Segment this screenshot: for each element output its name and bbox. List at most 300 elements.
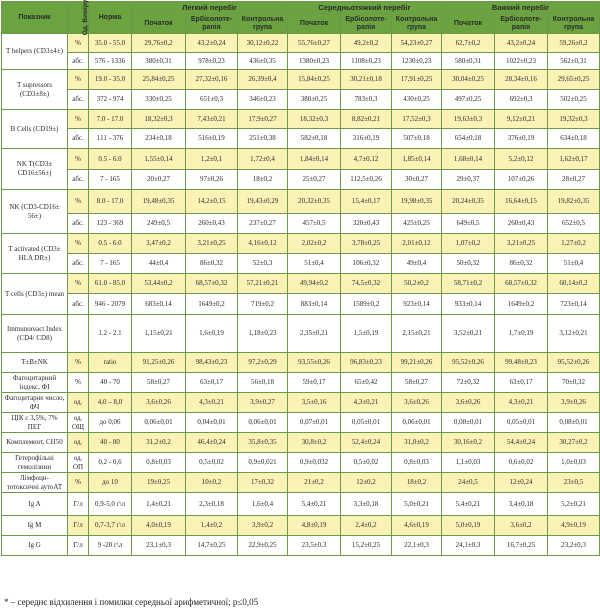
value-cell: 55,76±0,27	[288, 34, 341, 53]
value-cell: 4,7±0,12	[341, 149, 392, 170]
value-cell: 68,57±0,32	[495, 274, 548, 294]
header-sub-control: Контрольна група	[392, 14, 442, 34]
value-cell: 380±0,25	[288, 90, 341, 110]
unit-cell: %	[68, 34, 89, 53]
footnote: * – середнє відхилення і помилки середньої арифметичної; p≤0,05	[4, 597, 259, 607]
header-group-moderate: Середньотяжкий перебіг	[288, 2, 442, 14]
value-cell: 3,21±0,25	[495, 234, 548, 254]
value-cell: 23±0,5	[548, 473, 600, 493]
value-cell: 649±0,5	[442, 214, 495, 234]
header-group-mild: Легкий перебіг	[132, 2, 288, 14]
value-cell: 237±0,27	[238, 214, 288, 234]
table-row	[2, 190, 600, 214]
norm-cell: 7 - 165	[89, 254, 132, 274]
value-cell: 58±0,27	[392, 373, 442, 393]
value-cell: 582±0,18	[288, 129, 341, 149]
value-cell: 3,52±0,21	[442, 315, 495, 353]
unit-cell: абс.	[68, 129, 89, 149]
value-cell: 25±0,27	[288, 170, 341, 190]
value-cell: 1230±0,23	[392, 53, 442, 70]
value-cell: 24,1±0,3	[442, 536, 495, 556]
value-cell: 112,5±0,26	[341, 170, 392, 190]
value-cell: 3,6±0,26	[392, 393, 442, 413]
value-cell: 430±0,25	[392, 90, 442, 110]
value-cell: 49,94±0,2	[288, 274, 341, 294]
table-row	[2, 53, 600, 70]
value-cell: 86±0,32	[495, 254, 548, 274]
value-cell: 1,55±0,14	[132, 149, 186, 170]
unit-cell	[68, 315, 89, 353]
value-cell: 0,08±0,01	[442, 413, 495, 433]
value-cell: 43,2±0,24	[495, 34, 548, 53]
value-cell: 24±0,5	[442, 473, 495, 493]
value-cell: 18,32±0,3	[132, 110, 186, 129]
norm-cell: 111 - 376	[89, 129, 132, 149]
indicator-name: Комплемент, CH50	[2, 433, 68, 453]
value-cell: 3,47±0,2	[132, 234, 186, 254]
immunology-table	[1, 1, 600, 556]
value-cell: 0,5±0,02	[341, 453, 392, 473]
value-cell: 497±0,25	[442, 90, 495, 110]
value-cell: 933±0,14	[442, 294, 495, 315]
norm-cell: 0,2 - 0,6	[89, 453, 132, 473]
table-row	[2, 149, 600, 170]
value-cell: 1,84±0,14	[288, 149, 341, 170]
norm-cell: 0,9-5,0 г\л	[89, 493, 132, 516]
value-cell: 683±0,14	[132, 294, 186, 315]
value-cell: 0,05±0,01	[341, 413, 392, 433]
value-cell: 719±0,2	[238, 294, 288, 315]
value-cell: 65±0,42	[341, 373, 392, 393]
value-cell: 18,32±0,3	[288, 110, 341, 129]
norm-cell: 123 - 369	[89, 214, 132, 234]
norm-cell: 8.0 - 17.0	[89, 190, 132, 214]
value-cell: 23,2±0,3	[548, 536, 600, 556]
value-cell: 5,0±0,19	[442, 516, 495, 536]
value-cell: 16,64±0,15	[495, 190, 548, 214]
indicator-name: Ig A	[2, 493, 68, 516]
norm-cell: до 0,06	[89, 413, 132, 433]
indicator-name: Фагоцитарний індекс, ФІ	[2, 373, 68, 393]
value-cell: 1649±0,2	[186, 294, 238, 315]
value-cell: 1,6±0,19	[186, 315, 238, 353]
table-row	[2, 433, 600, 453]
value-cell: 44±0,4	[132, 254, 186, 274]
table-row	[2, 315, 600, 353]
value-cell: 46,4±0,24	[186, 433, 238, 453]
indicator-name: Лімфоци-тотоксичні аутоАТ	[2, 473, 68, 493]
value-cell: 4,0±0,19	[132, 516, 186, 536]
value-cell: 17,52±0,3	[392, 110, 442, 129]
table-body	[2, 34, 600, 556]
unit-cell: %	[68, 110, 89, 129]
unit-cell: од.	[68, 393, 89, 413]
value-cell: 251±0,38	[238, 129, 288, 149]
value-cell: 380±0,31	[132, 53, 186, 70]
value-cell: 30,12±0,22	[238, 34, 288, 53]
unit-cell: %	[68, 473, 89, 493]
header-sub-start: Початок	[132, 14, 186, 34]
value-cell: 29,76±0,2	[132, 34, 186, 53]
value-cell: 14,7±0,25	[186, 536, 238, 556]
table-row	[2, 393, 600, 413]
value-cell: 30,04±0,25	[442, 70, 495, 90]
indicator-name: B Cells (CD19±)	[2, 110, 68, 149]
value-cell: 18±0,2	[238, 170, 288, 190]
value-cell: 28,34±0,16	[495, 70, 548, 90]
value-cell: 52±0,3	[238, 254, 288, 274]
value-cell: 19,32±0,3	[548, 110, 600, 129]
unit-cell: абс.	[68, 294, 89, 315]
value-cell: 18±0,2	[392, 473, 442, 493]
indicator-name: Immunoreact Index (CD4/ CD8)	[2, 315, 68, 353]
table-header	[2, 2, 600, 34]
value-cell: 63±0,17	[186, 373, 238, 393]
value-cell: 95,52±0,26	[442, 353, 495, 373]
header-indicator: Показник	[2, 2, 68, 34]
value-cell: 99,21±0,26	[392, 353, 442, 373]
table-row	[2, 516, 600, 536]
value-cell: 54,4±0,24	[495, 433, 548, 453]
header-sub-start: Початок	[288, 14, 341, 34]
value-cell: 30,16±0,2	[442, 433, 495, 453]
indicator-name: T supressors (CD3±8±)	[2, 70, 68, 110]
header-unit-label: Од. Виміру	[82, 0, 90, 36]
table-row	[2, 413, 600, 433]
value-cell: 3,6±0,26	[442, 393, 495, 413]
header-sub-start: Початок	[442, 14, 495, 34]
norm-cell: 372 - 974	[89, 90, 132, 110]
norm-cell: 0.5 - 6.0	[89, 149, 132, 170]
value-cell: 19,98±0,35	[392, 190, 442, 214]
value-cell: 507±0,18	[392, 129, 442, 149]
indicator-name: Ig G	[2, 536, 68, 556]
value-cell: 63±0,17	[495, 373, 548, 393]
norm-cell: 0.5 - 6.0	[89, 234, 132, 254]
value-cell: 20±0,27	[132, 170, 186, 190]
value-cell: 59,26±0,2	[548, 34, 600, 53]
value-cell: 783±0,3	[341, 90, 392, 110]
norm-cell: ratio	[89, 353, 132, 373]
value-cell: 35,8±0,35	[238, 433, 288, 453]
header-sub-therapy: Ербісолоте-рапія	[186, 14, 238, 34]
value-cell: 1,7±0,19	[495, 315, 548, 353]
value-cell: 54,23±0,27	[392, 34, 442, 53]
table-row	[2, 70, 600, 90]
value-cell: 1,5±0,19	[341, 315, 392, 353]
unit-cell: %	[68, 353, 89, 373]
value-cell: 5,4±0,21	[442, 493, 495, 516]
value-cell: 30,21±0,18	[341, 70, 392, 90]
value-cell: 31,0±0,2	[392, 433, 442, 453]
value-cell: 5,0±0,21	[392, 493, 442, 516]
value-cell: 74,5±0,32	[341, 274, 392, 294]
indicator-name: T cells (CD3±) mean	[2, 274, 68, 315]
value-cell: 1589±0,2	[341, 294, 392, 315]
value-cell: 29±0,37	[442, 170, 495, 190]
value-cell: 4,6±0,19	[392, 516, 442, 536]
header-group-severe: Важкий перебіг	[442, 2, 600, 14]
table-row	[2, 214, 600, 234]
value-cell: 15,84±0,25	[288, 70, 341, 90]
indicator-name: NK (CD3-CD16± 56±)	[2, 190, 68, 234]
value-cell: 86±0,32	[186, 254, 238, 274]
norm-cell: 576 - 1336	[89, 53, 132, 70]
value-cell: 30±0,27	[392, 170, 442, 190]
value-cell: 51±0,4	[288, 254, 341, 274]
value-cell: 22,9±0,25	[238, 536, 288, 556]
value-cell: 2,35±0,21	[288, 315, 341, 353]
value-cell: 58,71±0,2	[442, 274, 495, 294]
table-row	[2, 536, 600, 556]
value-cell: 4,3±0,21	[341, 393, 392, 413]
value-cell: 1,4±0,2	[186, 516, 238, 536]
value-cell: 30,8±0,2	[288, 433, 341, 453]
unit-cell: абс.	[68, 254, 89, 274]
value-cell: 43,2±0,24	[186, 34, 238, 53]
norm-cell: до 10	[89, 473, 132, 493]
value-cell: 17,91±0,25	[392, 70, 442, 90]
unit-cell: %	[68, 70, 89, 90]
value-cell: 2,4±0,2	[341, 516, 392, 536]
value-cell: 1649±0,2	[495, 294, 548, 315]
value-cell: 249±0,5	[132, 214, 186, 234]
value-cell: 634±0,18	[548, 129, 600, 149]
value-cell: 72±0,32	[442, 373, 495, 393]
norm-cell: 40 - 80	[89, 433, 132, 453]
value-cell: 51±0,4	[548, 254, 600, 274]
value-cell: 1,18±0,23	[238, 315, 288, 353]
value-cell: 1,4±0,21	[132, 493, 186, 516]
value-cell: 1,6±0,4	[238, 493, 288, 516]
table-row	[2, 493, 600, 516]
unit-cell: %	[68, 373, 89, 393]
table-row	[2, 254, 600, 274]
value-cell: 27,32±0,16	[186, 70, 238, 90]
value-cell: 0,06±0,01	[392, 413, 442, 433]
value-cell: 12±0,2	[341, 473, 392, 493]
value-cell: 3,5±0,16	[288, 393, 341, 413]
value-cell: 0,04±0,01	[186, 413, 238, 433]
value-cell: 99,48±0,23	[495, 353, 548, 373]
header-sub-therapy: Ербісолоте-рапія	[495, 14, 548, 34]
table-row	[2, 294, 600, 315]
value-cell: 93,55±0,26	[288, 353, 341, 373]
value-cell: 651±0,3	[186, 90, 238, 110]
value-cell: 2,15±0,21	[392, 315, 442, 353]
value-cell: 654±0,18	[442, 129, 495, 149]
table-row	[2, 129, 600, 149]
unit-cell: абс.	[68, 214, 89, 234]
header-norm: Норма	[89, 2, 132, 34]
norm-cell: 0,7-3,7 г\л	[89, 516, 132, 536]
norm-cell: 19.0 - 35.0	[89, 70, 132, 90]
value-cell: 1,0±0,03	[548, 453, 600, 473]
norm-cell: 7 - 165	[89, 170, 132, 190]
unit-cell: Г/л	[68, 493, 89, 516]
value-cell: 29,65±0,25	[548, 70, 600, 90]
value-cell: 2,3±0,18	[186, 493, 238, 516]
unit-cell: %	[68, 274, 89, 294]
value-cell: 49,2±0,2	[341, 34, 392, 53]
value-cell: 59±0,17	[288, 373, 341, 393]
value-cell: 3,6±0,2	[495, 516, 548, 536]
value-cell: 1,62±0,17	[548, 149, 600, 170]
value-cell: 0,07±0,01	[288, 413, 341, 433]
value-cell: 10±0,2	[186, 473, 238, 493]
unit-cell: од.	[68, 433, 89, 453]
indicator-name: NK T(CD3± CD16±56±)	[2, 149, 68, 190]
value-cell: 1,68±0,14	[442, 149, 495, 170]
value-cell: 5,2±0,21	[548, 493, 600, 516]
value-cell: 0,8±0,03	[132, 453, 186, 473]
unit-cell: Г/л	[68, 536, 89, 556]
value-cell: 4,16±0,12	[238, 234, 288, 254]
value-cell: 502±0,25	[548, 90, 600, 110]
value-cell: 3,6±0,26	[132, 393, 186, 413]
table-row	[2, 110, 600, 129]
value-cell: 3,9±0,2	[238, 516, 288, 536]
table-row	[2, 170, 600, 190]
value-cell: 0,8±0,03	[392, 453, 442, 473]
norm-cell: 7.0 - 17.0	[89, 110, 132, 129]
value-cell: 376±0,19	[495, 129, 548, 149]
norm-cell: 35.0 - 55.0	[89, 34, 132, 53]
value-cell: 12±0,24	[495, 473, 548, 493]
value-cell: 436±0,35	[238, 53, 288, 70]
unit-cell: од. ОЩ	[68, 413, 89, 433]
value-cell: 50,2±0,2	[392, 274, 442, 294]
unit-cell: од. ОП	[68, 453, 89, 473]
table-row	[2, 90, 600, 110]
indicator-name: Ig M	[2, 516, 68, 536]
value-cell: 107±0,26	[495, 170, 548, 190]
value-cell: 2,02±0,2	[288, 234, 341, 254]
value-cell: 23,5±0,3	[288, 536, 341, 556]
value-cell: 516±0,19	[186, 129, 238, 149]
value-cell: 320±0,43	[341, 214, 392, 234]
table-row	[2, 373, 600, 393]
value-cell: 3,12±0,21	[548, 315, 600, 353]
table-row	[2, 234, 600, 254]
value-cell: 0,06±0,01	[132, 413, 186, 433]
indicator-name: T activated (CD3± HLA DR±)	[2, 234, 68, 274]
value-cell: 19,63±0,3	[442, 110, 495, 129]
norm-cell: 1.2 - 2.1	[89, 315, 132, 353]
unit-cell: %	[68, 234, 89, 254]
value-cell: 62,7±0,2	[442, 34, 495, 53]
value-cell: 425±0,25	[392, 214, 442, 234]
value-cell: 19±0,25	[132, 473, 186, 493]
norm-cell: 9 -20 г\л	[89, 536, 132, 556]
value-cell: 1022±0,23	[495, 53, 548, 70]
value-cell: 723±0,14	[548, 294, 600, 315]
unit-cell: %	[68, 190, 89, 214]
value-cell: 49±0,4	[392, 254, 442, 274]
unit-cell: %	[68, 149, 89, 170]
norm-cell: 946 - 2079	[89, 294, 132, 315]
table-row	[2, 34, 600, 53]
table-row	[2, 453, 600, 473]
value-cell: 20,24±0,35	[442, 190, 495, 214]
value-cell: 883±0,14	[288, 294, 341, 315]
indicator-name: T helpers (CD3±4±)	[2, 34, 68, 70]
value-cell: 25,84±0,25	[132, 70, 186, 90]
value-cell: 16,7±0,25	[495, 536, 548, 556]
value-cell: 57,21±0,21	[238, 274, 288, 294]
value-cell: 0,9±0,032	[288, 453, 341, 473]
value-cell: 3,9±0,26	[548, 393, 600, 413]
value-cell: 1,2±0,1	[186, 149, 238, 170]
value-cell: 68,57±0,32	[186, 274, 238, 294]
value-cell: 56±0,18	[238, 373, 288, 393]
value-cell: 53,44±0,2	[132, 274, 186, 294]
value-cell: 4,3±0,21	[186, 393, 238, 413]
value-cell: 0,5±0,02	[186, 453, 238, 473]
unit-cell: абс.	[68, 90, 89, 110]
value-cell: 1,15±0,21	[132, 315, 186, 353]
value-cell: 70±0,32	[548, 373, 600, 393]
value-cell: 1,1±0,03	[442, 453, 495, 473]
header-sub-control: Контрольна група	[238, 14, 288, 34]
value-cell: 4,3±0,21	[495, 393, 548, 413]
value-cell: 0,6±0,02	[495, 453, 548, 473]
value-cell: 5,4±0,21	[288, 493, 341, 516]
value-cell: 4,8±0,19	[288, 516, 341, 536]
value-cell: 3,78±0,25	[341, 234, 392, 254]
value-cell: 15,4±0,17	[341, 190, 392, 214]
value-cell: 9,12±0,21	[495, 110, 548, 129]
value-cell: 50±0,32	[442, 254, 495, 274]
value-cell: 260±0,43	[186, 214, 238, 234]
value-cell: 97,2±0,29	[238, 353, 288, 373]
value-cell: 1,72±0,4	[238, 149, 288, 170]
value-cell: 3,9±0,27	[238, 393, 288, 413]
value-cell: 95,52±0,26	[548, 353, 600, 373]
value-cell: 3,3±0,18	[341, 493, 392, 516]
value-cell: 14,2±0,15	[186, 190, 238, 214]
value-cell: 28±0,27	[548, 170, 600, 190]
header-sub-therapy: Ербісолоте-рапія	[341, 14, 392, 34]
value-cell: 2,01±0,12	[392, 234, 442, 254]
value-cell: 60,14±0,2	[548, 274, 600, 294]
value-cell: 330±0,25	[132, 90, 186, 110]
value-cell: 31,2±0,2	[132, 433, 186, 453]
value-cell: 457±0,5	[288, 214, 341, 234]
value-cell: 23,1±0,3	[132, 536, 186, 556]
norm-cell: 61.0 - 85.0	[89, 274, 132, 294]
norm-cell: 40 - 70	[89, 373, 132, 393]
indicator-name: Фагоцитарне число, ФЧ	[2, 393, 68, 413]
value-cell: 20,32±0,35	[288, 190, 341, 214]
value-cell: 106±0,32	[341, 254, 392, 274]
value-cell: 1,85±0,14	[392, 149, 442, 170]
value-cell: 3,21±0,25	[186, 234, 238, 254]
value-cell: 30,27±0,2	[548, 433, 600, 453]
value-cell: 5,2±0,12	[495, 149, 548, 170]
value-cell: 1108±0,23	[341, 53, 392, 70]
header-sub-control: Контрольна група	[548, 14, 600, 34]
value-cell: 98,43±0,23	[186, 353, 238, 373]
value-cell: 58±0,27	[132, 373, 186, 393]
value-cell: 923±0,14	[392, 294, 442, 315]
value-cell: 52,4±0,24	[341, 433, 392, 453]
value-cell: 580±0,31	[442, 53, 495, 70]
value-cell: 97±0,26	[186, 170, 238, 190]
value-cell: 0,05±0,01	[495, 413, 548, 433]
value-cell: 1,27±0,2	[548, 234, 600, 254]
value-cell: 260±0,43	[495, 214, 548, 234]
